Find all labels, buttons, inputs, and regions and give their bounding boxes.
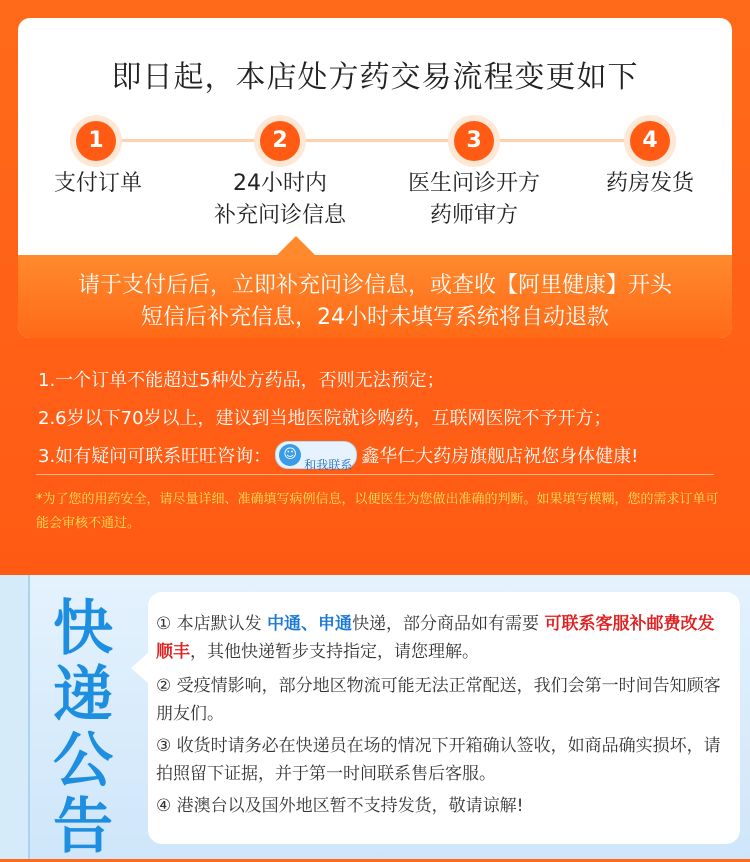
- express-title-char-4: 告: [53, 792, 113, 862]
- notice-1-carriers: 中通、申通: [267, 614, 353, 634]
- notice-1-mid: 快递，部分商品如有需要: [352, 614, 545, 634]
- express-title: [48, 596, 118, 860]
- safety-note: *为了您的用药安全，请尽量详细、准确填写病例信息，以便医生为您做出准确的判断。如果填写模糊，您的需求订单可能会审核不通过。: [36, 492, 719, 531]
- rule-1: 1.一个订单不能超过5种处方药品，否则无法预定；: [38, 370, 445, 391]
- notice-item-4: ④ 港澳台以及国外地区暂不支持发货，敬请谅解!: [156, 796, 524, 816]
- banner-line-1: 请于支付后后，立即补充问诊信息，或查收【阿里健康】开头: [77, 273, 672, 298]
- express-notice-card: [148, 592, 740, 844]
- step-4-label: 药房发货: [605, 171, 694, 196]
- express-title-char-3: 公: [53, 726, 113, 796]
- rules-list: [38, 362, 638, 476]
- rule-3-prefix: 3.如有疑问可联系旺旺咨询：: [38, 446, 272, 467]
- rule-2: 2.6岁以下70岁以上，建议到当地医院就诊购药，互联网医院不予开方；: [38, 408, 612, 429]
- banner-line-2: 短信后补充信息，24小时未填写系统将自动退款: [141, 305, 609, 330]
- step-1-number: 1: [76, 121, 116, 161]
- notice-item-2: ② 受疫情影响，部分地区物流可能无法正常配送，我们会第一时间告知顾客朋友们。: [156, 676, 721, 724]
- step-connector: [116, 139, 668, 142]
- step-3-label: 医生问诊开方 药师审方: [407, 171, 540, 228]
- page-title: 即日起，本店处方药交易流程变更如下: [111, 60, 639, 95]
- rule-3-suffix: 鑫华仁大药房旗舰店祝您身体健康!: [361, 446, 639, 467]
- step-3-number: 3: [454, 121, 494, 161]
- process-card: [18, 18, 732, 338]
- step-2-label: 24小时内 补充问诊信息: [213, 171, 346, 228]
- express-title-char-1: 快: [53, 594, 113, 664]
- rule-3: [38, 438, 638, 476]
- step-4-number: 4: [630, 121, 670, 161]
- wangwang-contact-button[interactable]: [275, 441, 357, 472]
- step-1-label: 支付订单: [53, 171, 142, 196]
- notice-pointer: [131, 652, 149, 684]
- chat-button-label: 和我联系: [304, 458, 353, 472]
- instruction-banner: [18, 255, 732, 338]
- chat-avatar-icon: ☺: [279, 444, 301, 466]
- express-title-char-2: 递: [53, 660, 113, 730]
- notice-1-post: ，其他快递暂步支持指定，请您理解。: [190, 642, 479, 662]
- notice-1-pre: ① 本店默认发: [156, 614, 268, 634]
- divider: [36, 474, 714, 475]
- notice-item-1: [156, 610, 726, 666]
- notice-item-3: ③ 收货时请务必在快递员在场的情况下开箱确认签收，如商品确实损坏，请拍照留下证据，并于第一时间联系售后客服。: [156, 736, 721, 784]
- step-2-number: 2: [260, 121, 300, 161]
- banner-pointer: [276, 236, 316, 256]
- notice-1-sf-option: 可联系客服补邮费改发顺丰: [156, 614, 715, 662]
- banner-text: [18, 270, 732, 334]
